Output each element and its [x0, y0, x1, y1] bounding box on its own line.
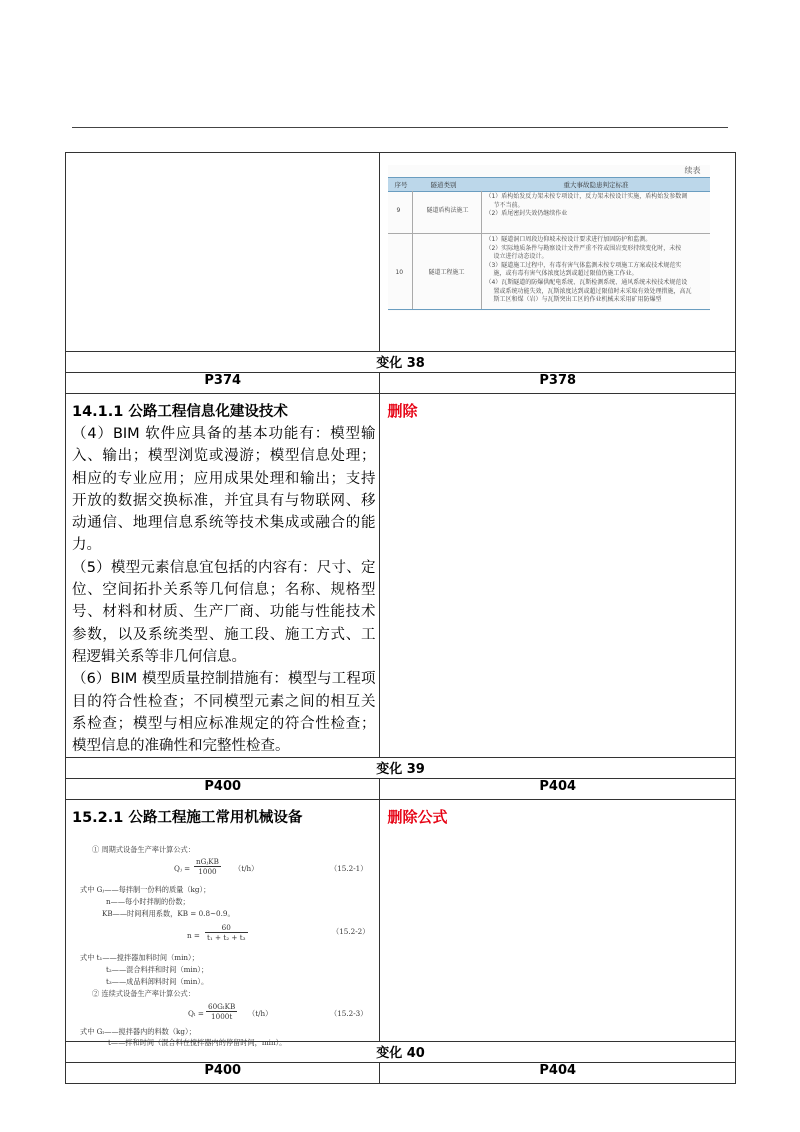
- scan-row9-no: 9: [396, 207, 401, 214]
- formula-number: （15.2-3）: [330, 1009, 368, 1019]
- page-row: [66, 779, 736, 800]
- formula-text: t₃——成品料卸料时间（min）。: [106, 977, 209, 987]
- old-page-label: P400: [66, 1063, 380, 1084]
- formula-number: （15.2-2）: [332, 927, 370, 937]
- section-title: 15.2.1 公路工程施工常用机械设备: [72, 810, 303, 827]
- comparison-table: [65, 152, 736, 1084]
- formula-text: （t/h）: [248, 1009, 273, 1019]
- scan-header-category: 隧道类别: [430, 181, 457, 189]
- new-content-cell: [380, 800, 736, 1042]
- formula-fraction: $\frac{60}{\text{t₁ + t₂ + t₃}}$: [207, 923, 246, 943]
- page-row: [66, 373, 736, 394]
- change-note: 删除公式: [387, 808, 448, 827]
- formula-text: KB——时间利用系数，KB = 0.8~0.9。: [102, 909, 235, 919]
- old-page-label: P374: [66, 373, 380, 394]
- scanned-table-image: [388, 165, 710, 311]
- change-row: [66, 758, 736, 779]
- section-title: 14.1.1 公路工程信息化建设技术: [72, 404, 288, 420]
- formula-text: Qⱼ =: [174, 864, 191, 874]
- formula-number: （15.2-1）: [330, 864, 368, 874]
- old-page-label: P400: [66, 779, 380, 800]
- table-row: [66, 394, 736, 758]
- formula-text: Qₗ =: [188, 1009, 204, 1019]
- scan-row9-category: 隧道盾构法施工: [426, 207, 469, 214]
- change-39-label: 变化 39: [66, 758, 736, 779]
- table-row: [66, 800, 736, 1042]
- new-page-label: P404: [380, 779, 736, 800]
- scan-bottom-line: [388, 309, 710, 310]
- formula-text: 式中 Gⱼ——每拌制一份料的质量（kg）；: [80, 885, 211, 895]
- paragraph: （4）BIM 软件应具备的基本功能有：模型输入、输出；模型浏览或漫游；模型信息处理；相应的专业应用；应用成果处理和输出；支持开放的数据交换标准，并宜具有与物联网、移动通信、地理信息系统等技术集成或融合的能力。: [72, 426, 376, 554]
- empty-cell: [66, 153, 380, 352]
- scan-row10-category: 隧道工程施工: [428, 269, 465, 276]
- change-40-label: 变化 40: [66, 1042, 736, 1063]
- formula-text: ① 周期式设备生产率计算公式：: [92, 845, 195, 855]
- page-row: [66, 1063, 736, 1084]
- change-38-label: 变化 38: [66, 352, 736, 373]
- new-page-label: P404: [380, 1063, 736, 1084]
- scan-divider: [412, 191, 413, 309]
- formula-text: t₂——混合料拌和时间（min）；: [106, 965, 209, 975]
- continued-label: 续表: [684, 166, 701, 175]
- table-row: [66, 153, 736, 352]
- scan-row10-no: 10: [395, 269, 404, 276]
- formula-text: n =: [187, 931, 200, 941]
- formula-text: n——每小时拌制的份数；: [106, 897, 190, 907]
- change-row: [66, 352, 736, 373]
- header-rule: [72, 127, 728, 128]
- new-page-label: P378: [380, 373, 736, 394]
- formula-text: （t/h）: [234, 864, 259, 874]
- scan-row9-text: （1）盾构始发反力架未按专项设计，反力架未按设计实施，盾构始发参数调 节不当前。 （2）盾尾密封失效仍继续作业: [485, 193, 688, 218]
- scan-header-no: 序号: [394, 181, 408, 189]
- scan-row-divider: [388, 233, 710, 234]
- scan-divider: [481, 191, 482, 309]
- formula-fraction: 60GₗKB 1000t: [208, 1002, 236, 1022]
- scan-row10-text: （1）隧道洞口周段边仰坡未按设计要求进行加固防护和监测。 （2）实际地质条件与勘察设计文件严重不符或围岩变形持续变化时，未按 设立进行动态设计。 （3）隧道施工过程中，有毒有害气体监测未按专项施工方案或技术规范实 施，或有毒有害气体浓度达到或超过限值仍施工作业。 （4）瓦斯隧道的防爆供配电系统、瓦斯检测系统、通风系统未按技术规范设 置或系统功能失效，瓦斯浓度达到或超过限值时未采取有效处理措施，高瓦 斯工区和煤（岩）与瓦斯突出工区的作业机械未采用矿用防爆型: [485, 236, 692, 304]
- new-content-cell: [380, 394, 736, 758]
- old-content-cell: [66, 800, 380, 1048]
- formula-image: [72, 831, 382, 1048]
- scan-header: [388, 177, 710, 192]
- formula-text: ② 连续式设备生产率计算公式：: [92, 989, 195, 999]
- formula-text: t——拌和时间（混合料在搅拌器内的停留时间，min）。: [108, 1038, 287, 1048]
- scan-header-criteria: 重大事故隐患判定标准: [563, 181, 629, 189]
- paragraph: （5）模型元素信息宜包括的内容有：尺寸、定位、空间拓扑关系等几何信息；名称、规格型号、材料和材质、生产厂商、功能与性能技术参数，以及系统类型、施工段、施工方式、工程逻辑关系等非几何信息。: [72, 559, 376, 665]
- formula-text: 式中 t₁——搅拌器加料时间（min）；: [80, 953, 199, 963]
- old-content-cell: [66, 394, 380, 758]
- paragraph: （6）BIM 模型质量控制措施有：模型与工程项目的符合性检查；不同模型元素之间的相互关系检查；模型与相应标准规定的符合性检查；模型信息的准确性和完整性检查。: [72, 671, 376, 755]
- formula-fraction: nGⱼKB 1000: [196, 857, 219, 877]
- change-note: 删除: [387, 402, 418, 420]
- formula-text: 式中 Gₗ——搅拌器内的料数（kg）；: [80, 1027, 196, 1037]
- scan-cell: [380, 153, 736, 352]
